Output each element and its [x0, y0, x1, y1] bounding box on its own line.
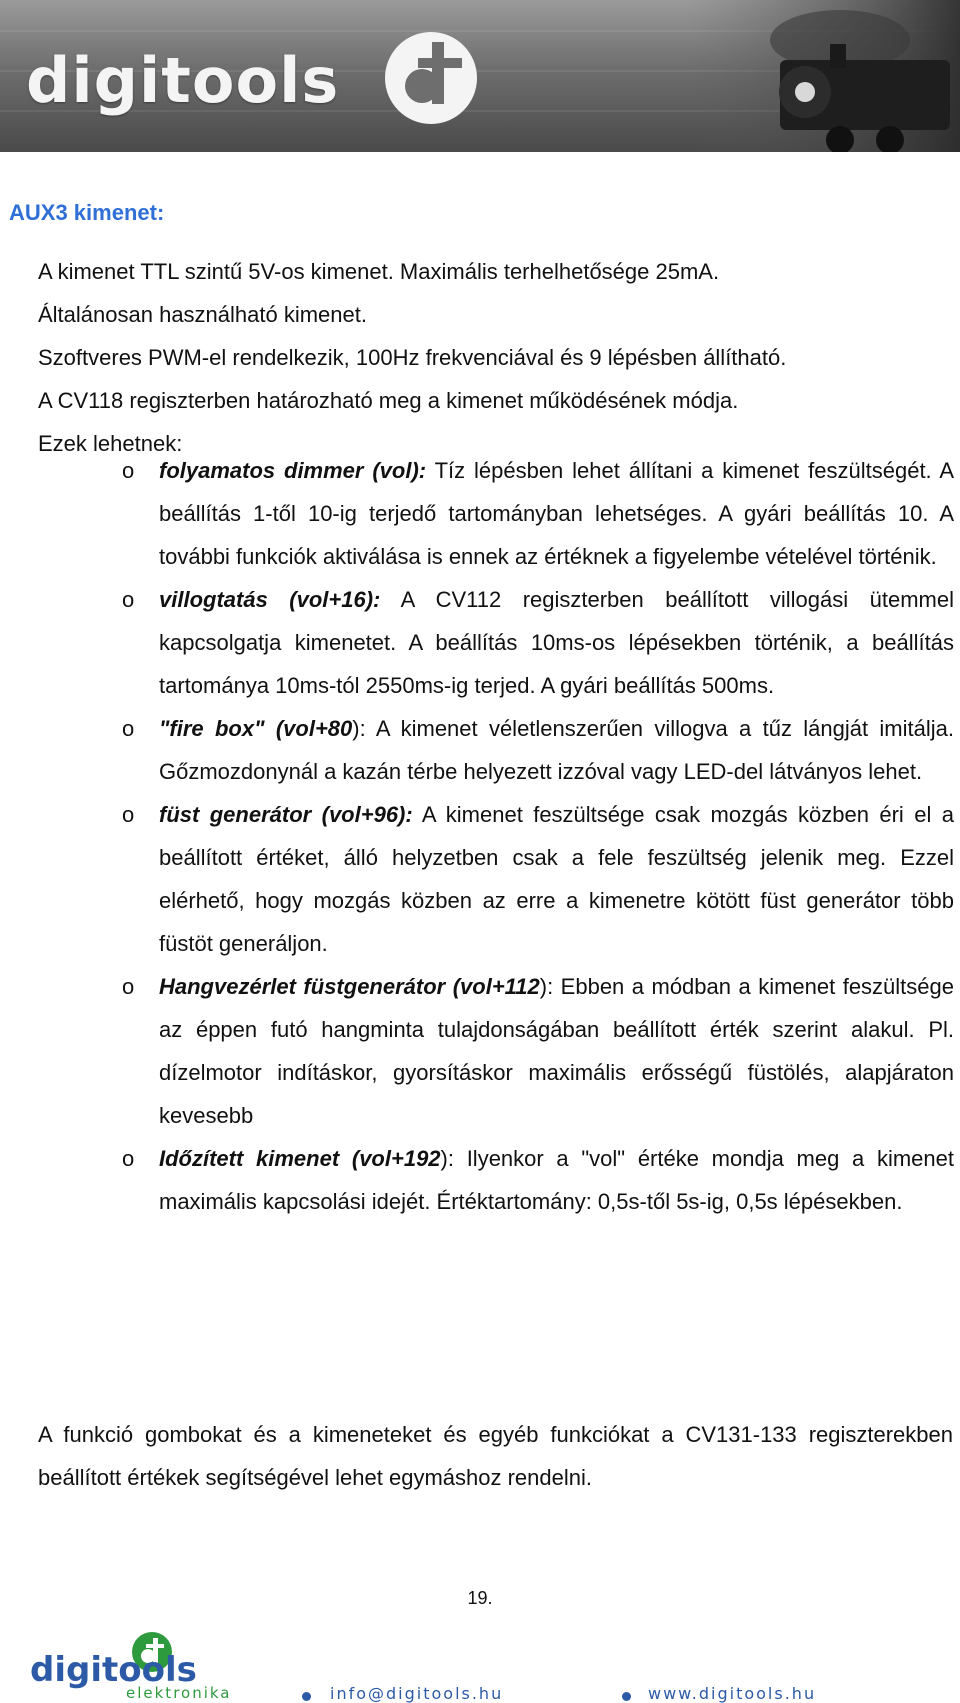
list-item — [0, 449, 954, 578]
bullet-icon: o — [122, 458, 135, 483]
intro-line-4: A CV118 regiszterben határozható meg a kimenet működésének módja. — [38, 388, 739, 413]
intro-line-5: Ezek lehetnek: — [38, 431, 183, 456]
footer-website-link[interactable]: www.digitools.hu — [648, 1684, 817, 1703]
list-item — [0, 707, 954, 793]
locomotive-image-icon — [690, 0, 960, 152]
footer-subtitle: elektronika — [126, 1684, 232, 1702]
closing-paragraph: A funkció gombokat és a kimeneteket és egyéb funkciókat a CV131-133 regiszterekben beállított értékek segítségével lehet egymáshoz rendelni. — [38, 1422, 953, 1490]
list-item — [0, 793, 954, 965]
logo-wordmark: digitools — [26, 44, 340, 117]
logo-mark-icon — [376, 28, 486, 128]
list-item — [0, 578, 954, 707]
item-text: ): Ilyenkor a "vol" értéke mondja meg a kimenet maximális kapcsolási idejét. Értéktartomány: 0,5s-től 5s-ig, 0,5s lépésekben. — [159, 1146, 954, 1214]
bullet-icon: o — [122, 974, 135, 999]
section-heading: AUX3 kimenet: — [9, 200, 165, 225]
intro-line-3: Szoftveres PWM-el rendelkezik, 100Hz frekvenciával és 9 lépésben állítható. — [38, 345, 787, 370]
footer-logo-wordmark: digitools — [30, 1650, 197, 1690]
bullet-icon: o — [122, 716, 135, 741]
page-footer — [0, 1630, 960, 1703]
item-term: füst generátor (vol+96): — [159, 802, 413, 827]
header-banner — [0, 0, 960, 152]
page-number: 19. — [467, 1588, 493, 1608]
item-term: Hangvezérlet füstgenerátor (vol+112 — [159, 974, 540, 999]
mode-list — [0, 449, 960, 1223]
item-text: A CV112 regiszterben beállított villogási ütemmel kapcsolgatja kimenetet. A beállítás 10ms-os lépésekben történik, a beállítás tartománya 10ms-tól 2550ms-ig terjed. A gyári beállítás 500ms. — [159, 587, 954, 698]
bullet-icon: o — [122, 1146, 135, 1171]
bullet-icon: o — [122, 587, 135, 612]
intro-line-1: A kimenet TTL szintű 5V-os kimenet. Maximális terhelhetősége 25mA. — [38, 259, 720, 284]
item-term: folyamatos dimmer (vol): — [159, 458, 427, 483]
intro-line-2: Általánosan használható kimenet. — [38, 302, 367, 327]
item-term: villogtatás (vol+16): — [159, 587, 381, 612]
item-text: ): A kimenet véletlenszerűen villogva a tűz lángját imitálja. Gőzmozdonynál a kazán térbe helyezett izzóval vagy LED-del látványos lehet. — [159, 716, 954, 784]
footer-email-link[interactable]: info@digitools.hu — [330, 1684, 504, 1703]
bullet-icon: o — [122, 802, 135, 827]
item-term: "fire box" (vol+80 — [159, 716, 353, 741]
list-item — [0, 1137, 954, 1223]
item-text: A kimenet feszültsége csak mozgás közben éri el a beállított értéket, álló helyzetben csak a fele feszültség jelenik meg. Ezzel elérhető, hogy mozgás közben az erre a kimenetre kötött füst generátor több füstöt generáljon. — [159, 802, 954, 956]
item-text: ): Ebben a módban a kimenet feszültsége az éppen futó hangminta tulajdonságában beállított érték szerint alakul. Pl. dízelmotor indításkor, gyorsításkor maximális erősségű füstölés, alapjáraton kevesebb — [159, 974, 954, 1128]
item-text: Tíz lépésben lehet állítani a kimenet feszültségét. A beállítás 1-től 10-ig terjedő tartományban lehetséges. A gyári beállítás 10. A további funkciók aktiválása is ennek az értéknek a figyelembe vételével történik. — [159, 458, 954, 569]
list-item — [0, 965, 954, 1137]
item-term: Időzített kimenet (vol+192 — [159, 1146, 441, 1171]
